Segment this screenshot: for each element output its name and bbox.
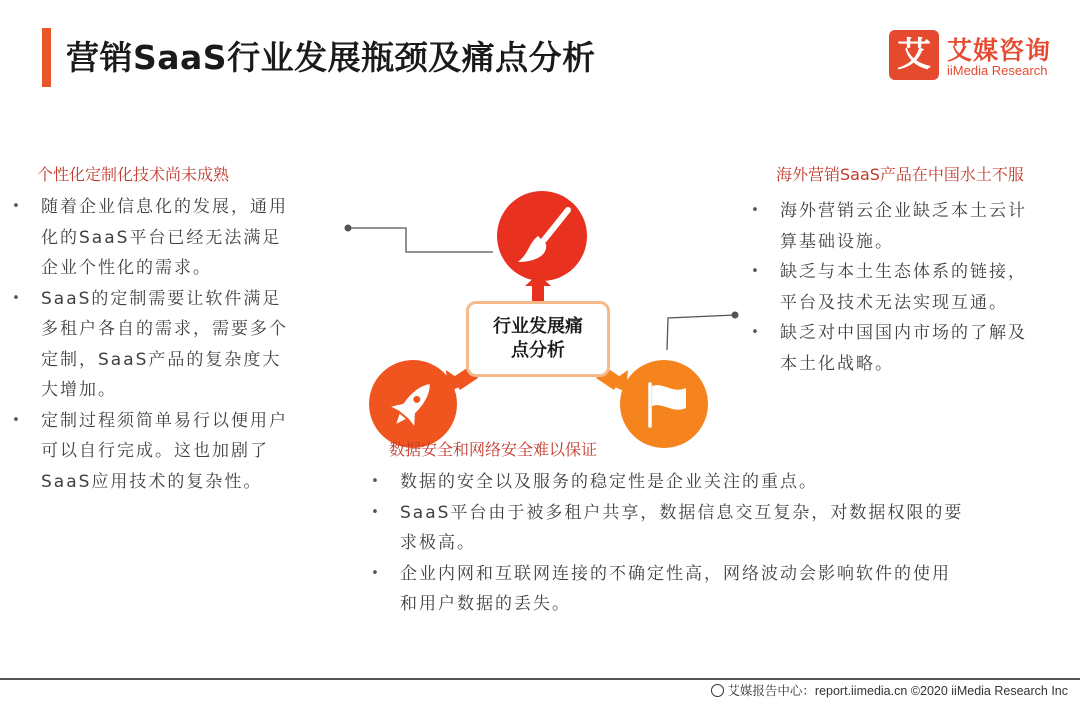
section-heading-customization: 个性化定制化技术尚未成熟: [37, 165, 230, 184]
page-title: 营销SaaS行业发展瓶颈及痛点分析: [66, 38, 596, 77]
bullet-line: 和用户数据的丢失。: [400, 594, 571, 614]
brush-circle: [497, 191, 587, 281]
bullet-item: [12, 284, 312, 406]
bullet-line: 大增加。: [41, 380, 117, 400]
bullet-line: 企业个性化的需求。: [41, 258, 212, 278]
bullet-line: 缺乏对中国国内市场的了解及: [780, 323, 1027, 343]
rocket-circle: [369, 360, 457, 448]
center-label: 行业发展痛点分析: [493, 316, 583, 361]
footer-source: [711, 681, 1068, 699]
bullet-line: 数据的安全以及服务的稳定性是企业关注的重点。: [400, 472, 818, 492]
bullet-item: [371, 498, 1001, 559]
bullet-line: 多租户各自的需求，需要多个: [41, 319, 288, 339]
bullet-line: 求极高。: [400, 533, 476, 553]
bullet-line: 企业内网和互联网连接的不确定性高，网络波动会影响软件的使用: [400, 563, 951, 584]
bullet-item: [12, 406, 312, 498]
bullet-line: 缺乏与本土生态体系的链接，: [780, 262, 1027, 282]
bullet-dot: •: [371, 565, 381, 581]
bullet-line: 海外营销云企业缺乏本土云计: [780, 201, 1027, 221]
flag-circle: [620, 360, 708, 448]
bullet-line: 可以自行完成。这也加剧了: [41, 441, 269, 461]
section-heading-security: 数据安全和网络安全难以保证: [389, 440, 598, 459]
bullet-dot: •: [12, 412, 22, 428]
globe-icon: [711, 684, 724, 697]
iimedia-logo: [889, 30, 1061, 82]
bullet-line: SaaS的定制需要让软件满足: [41, 288, 282, 309]
bullet-line: 算基础设施。: [780, 231, 894, 252]
footer-divider: [0, 678, 1080, 680]
bullet-dot: •: [371, 474, 381, 489]
bullet-item: [371, 467, 1001, 498]
bullet-line: 定制，SaaS产品的复杂度大: [41, 349, 282, 370]
bullet-line: SaaS应用技术的复杂性。: [41, 471, 263, 492]
bullet-dot: •: [12, 199, 22, 214]
bullet-line: 本土化战略。: [780, 353, 894, 374]
bullet-line: SaaS平台由于被多租户共享，数据信息交互复杂，对数据权限的要: [400, 502, 964, 523]
bullet-line: 定制过程须简单易行以便用户: [41, 410, 288, 431]
section-heading-localization: 海外营销SaaS产品在中国水土不服: [776, 165, 1024, 184]
footer-text: 艾媒报告中心：report.iimedia.cn ©2020 iiMedia Research Inc: [727, 684, 1068, 698]
bullet-list-security: [371, 467, 1001, 620]
bullet-dot: •: [12, 290, 22, 306]
bullet-dot: •: [751, 325, 761, 340]
center-label-box: [466, 301, 610, 377]
bullet-dot: •: [751, 203, 761, 218]
bullet-dot: •: [751, 264, 761, 279]
logo-name-en: iiMedia Research: [947, 63, 1048, 78]
bullet-list-customization: [12, 192, 312, 497]
logo-name-cn: 艾媒咨询: [947, 36, 1052, 65]
bullet-item: [751, 257, 1061, 318]
bullet-dot: •: [371, 504, 381, 520]
bullet-item: [751, 196, 1061, 257]
bullet-line: 平台及技术无法实现互通。: [780, 292, 1008, 313]
title-accent-bar: [42, 28, 51, 87]
bullet-line: 化的SaaS平台已经无法满足: [41, 227, 282, 248]
bullet-item: [751, 318, 1061, 379]
logo-mark: 艾: [889, 30, 939, 80]
bullet-item: [371, 559, 1001, 620]
bullet-list-localization: [751, 196, 1061, 379]
connector-left: [345, 225, 494, 253]
connector-right: [667, 312, 739, 351]
bullet-line: 随着企业信息化的发展，通用: [41, 197, 288, 217]
bullet-item: [12, 192, 312, 284]
